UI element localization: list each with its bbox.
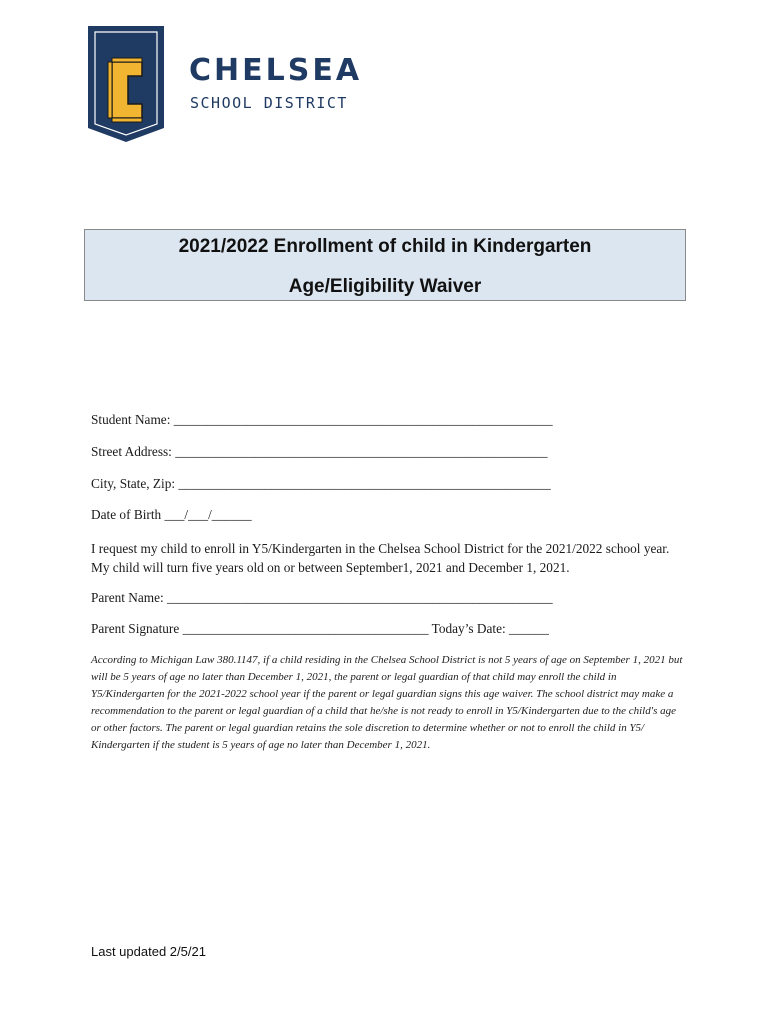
shield-logo-icon	[86, 26, 166, 142]
title-box	[84, 229, 686, 301]
city-state-zip-field: City, State, Zip: ________________________________________________________	[91, 476, 551, 491]
parent-signature-field: Parent Signature _____________________________________ Today’s Date: ______	[91, 621, 549, 636]
logo-subtitle: SCHOOL DISTRICT	[190, 94, 348, 112]
date-of-birth-field: Date of Birth ___/___/______	[91, 507, 252, 522]
student-name-field: Student Name: _________________________________________________________	[91, 412, 553, 427]
document-title: 2021/2022 Enrollment of child in Kindergarten	[178, 236, 592, 257]
logo-name: CHELSEA	[189, 53, 363, 88]
parent-name-field: Parent Name: __________________________________________________________	[91, 590, 553, 605]
chelsea-school-district-logo	[86, 26, 366, 146]
street-address-field: Street Address: ________________________________________________________	[91, 444, 548, 459]
legal-notice: According to Michigan Law 380.1147, if a child residing in the Chelsea School District is not 5 years of age on September 1, 2021 but will be 5 years of age no later than December 1, 2021, the parent or legal guardian of that child may enroll the child in Y5/Kindergarten for the 2021-2022 school year if the parent or legal guardian signs this age waiver. The school district may make a recommendation to the parent or legal guardian of a child that he/she is not ready to enroll in Y5/Kindergarten due to the child's age or other factors. The parent or legal guardian retains the sole discretion to determine whether or not to enroll the child in Y5/ Kindergarten if the student is 5 years of age no later than December 1, 2021.	[91, 654, 683, 751]
enrollment-request-paragraph: I request my child to enroll in Y5/Kindergarten in the Chelsea School District for the 2021/2022 school year. My child will turn five years old on or between September1, 2021 and December 1, 2021.	[91, 541, 670, 575]
document-subtitle: Age/Eligibility Waiver	[288, 276, 482, 297]
last-updated-footer: Last updated 2/5/21	[91, 944, 206, 959]
